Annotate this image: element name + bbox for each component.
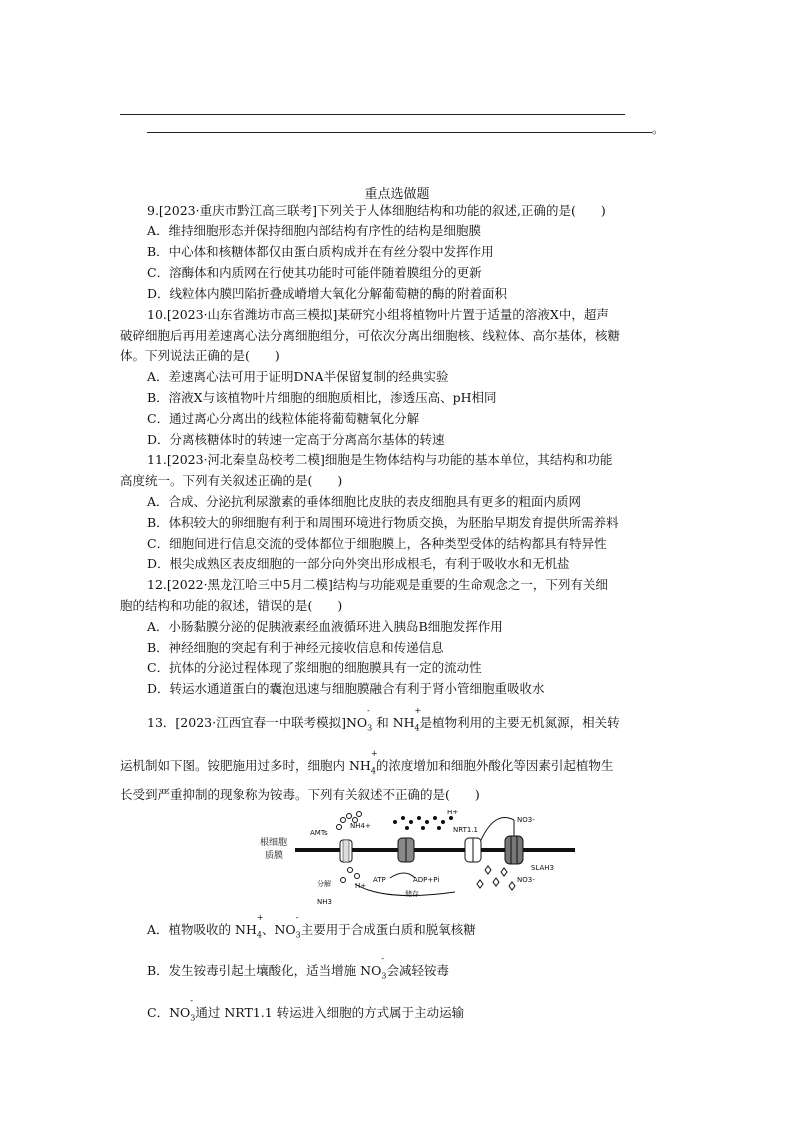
q10-option-b[interactable]: B．溶液X与该植物叶片细胞的细胞质相比，渗透压高、pH相同 [147,390,497,405]
nrt-label: NRT1.1 [453,826,478,834]
q11-option-c[interactable]: C．细胞间进行信息交流的受体都位于细胞膜上，各种类型受体的结构都具有特异性 [147,536,607,551]
answer-blank-line-2[interactable] [147,132,652,133]
nh4-ion-mark: + $_4$ [414,706,422,733]
q12-option-b[interactable]: B．神经细胞的突起有利于神经元接收信息和传递信息 [147,640,444,655]
no3-bottom-label: NO3- [517,876,535,884]
decompose-label: 分解 [317,880,331,888]
no3-top-label: NO3- [517,816,535,824]
q13-stem-part3: 是植物利用的主要无机氮源，相关转 [419,715,620,730]
adp-label: ADP+Pi [413,876,440,884]
q11-option-b[interactable]: B．体积较大的卵细胞有利于和周围环境进行物质交换，为胚胎早期发育提供所需养料 [147,515,619,530]
q13-option-b[interactable]: B．发生铵毒引起土壤酸化，适当增施 NO - $_3$会减轻铵毒 [147,962,449,986]
q10-option-c[interactable]: C．通过离心分离出的线粒体能将葡萄糖氧化分解 [147,411,420,426]
proton-pump [398,838,414,862]
amts-channel [340,840,352,862]
q13-stem-line2 [120,749,614,781]
q10-stem-line2: 破碎细胞后再用差速离心法分离细胞组分，可依次分离出细胞核、线粒体、高尔基体，核糖 [120,328,621,343]
inner-nh4-particles [341,868,360,883]
root-membrane-transport-diagram [255,810,575,910]
q9-option-d[interactable]: D．线粒体内膜凹陷折叠成嵴增大氧化分解葡萄糖的酶的附着面积 [147,286,508,301]
membrane-label-2: 质膜 [265,851,284,861]
q13-stem-part1: 13．[2023·江西宜春一中联考模拟]NO [147,715,368,730]
q9-option-b[interactable]: B．中心体和核糖体都仅由蛋白质构成并在有丝分裂中发挥作用 [147,244,494,259]
q9-option-c[interactable]: C．溶酶体和内质网在行使其功能时可能伴随着膜组分的更新 [147,265,482,280]
q12-option-d[interactable]: D．转运水通道蛋白的囊泡迅速与细胞膜融合有利于肾小管细胞重吸收水 [147,681,545,696]
no3-diamonds [477,866,515,890]
q12-stem-line2: 胞的结构和功能的叙述，错误的是( ) [120,598,343,613]
amts-label: AMTs [310,829,328,837]
q11-stem-line2: 高度统一。下列有关叙述正确的是( ) [120,473,343,488]
answer-blank-line-1[interactable] [120,114,625,115]
q11-stem-line1: 11.[2023·河北秦皇岛校考二模]细胞是生物体结构与功能的基本单位，其结构和功能 [147,452,613,467]
section-title: 重点选做题 [364,187,430,202]
q13-option-a[interactable]: A．植物吸收的 NH + $_4$、NO - $_3$主要用于合成蛋白质和脱氧核糖 [147,921,476,945]
membrane-label-1: 根细胞 [260,838,288,848]
q13-option-c[interactable]: C．NO - $_3$通过 NRT1.1 转运进入细胞的方式属于主动运输 [147,1004,464,1028]
q10-option-d[interactable]: D．分离核糖体时的转速一定高于分离高尔基体的转速 [147,432,445,447]
no3-ion-mark-c: - $_3$ [190,996,196,1023]
h-bottom-label: H+ [355,882,367,890]
q12-stem-line1: 12.[2022·黑龙江哈三中5月二模]结构与功能观是重要的生命观念之一，下列有关细 [147,577,608,592]
q10-option-a[interactable]: A．差速离心法可用于证明DNA半保留复制的经典实验 [147,369,449,384]
q9-option-a[interactable]: A．维持细胞形态并保持细胞内部结构有序性的结构是细胞膜 [147,223,482,238]
q13-stem-line1 [147,706,620,738]
no3-ion-mark-b: - $_3$ [381,954,387,981]
q13-stem-part2: 和 NH [376,715,415,730]
no3-ion-mark-a: - $_3$ [295,913,301,940]
no3-ion-mark: - $_3$ [367,706,373,733]
answer-period: 。 [652,121,665,136]
nrt1-1-transporter [465,838,481,862]
nh4-ion-mark-a: + $_4$ [256,913,264,940]
q12-option-c[interactable]: C．抗体的分泌过程体现了浆细胞的细胞膜具有一定的流动性 [147,660,482,675]
q12-option-a[interactable]: A．小肠黏膜分泌的促胰液素经血液循环进入胰岛B细胞发挥作用 [147,619,503,634]
store-label: 储存 [405,890,419,898]
slah-label: SLAH3 [531,864,555,872]
q11-option-d[interactable]: D．根尖成熟区表皮细胞的一部分向外突出形成根毛，有利于吸收水和无机盐 [147,556,570,571]
nh3-label: NH3 [317,898,332,906]
q10-stem-line3: 体。下列说法正确的是( ) [120,348,280,363]
q11-option-a[interactable]: A．合成、分泌抗利尿激素的垂体细胞比皮肤的表皮细胞具有更多的粗面内质网 [147,494,582,509]
q13-stem-line3: 长受到严重抑制的现象称为铵毒。下列有关叙述不正确的是( ) [120,787,480,802]
h-top-label: H+ [447,810,459,816]
nh4-top-label: NH4+ [350,822,371,830]
q13-line2-part1: 运机制如下图。铵肥施用过多时，细胞内 NH [120,758,371,773]
proton-dots [393,816,453,830]
nh4-ion-mark-2: + $_4$ [370,749,378,776]
atp-label: ATP [373,876,386,884]
atp-arrow [390,873,415,878]
q10-stem-line1: 10.[2023·山东省潍坊市高三模拟]某研究小组将植物叶片置于适量的溶液X中，超声 [147,307,609,322]
q13-line2-part2: 的浓度增加和细胞外酸化等因素引起植物生 [375,758,614,773]
q9-stem: 9.[2023·重庆市黔江高三联考]下列关于人体细胞结构和功能的叙述,正确的是( ) [147,203,606,218]
slah3-channel [505,836,523,864]
